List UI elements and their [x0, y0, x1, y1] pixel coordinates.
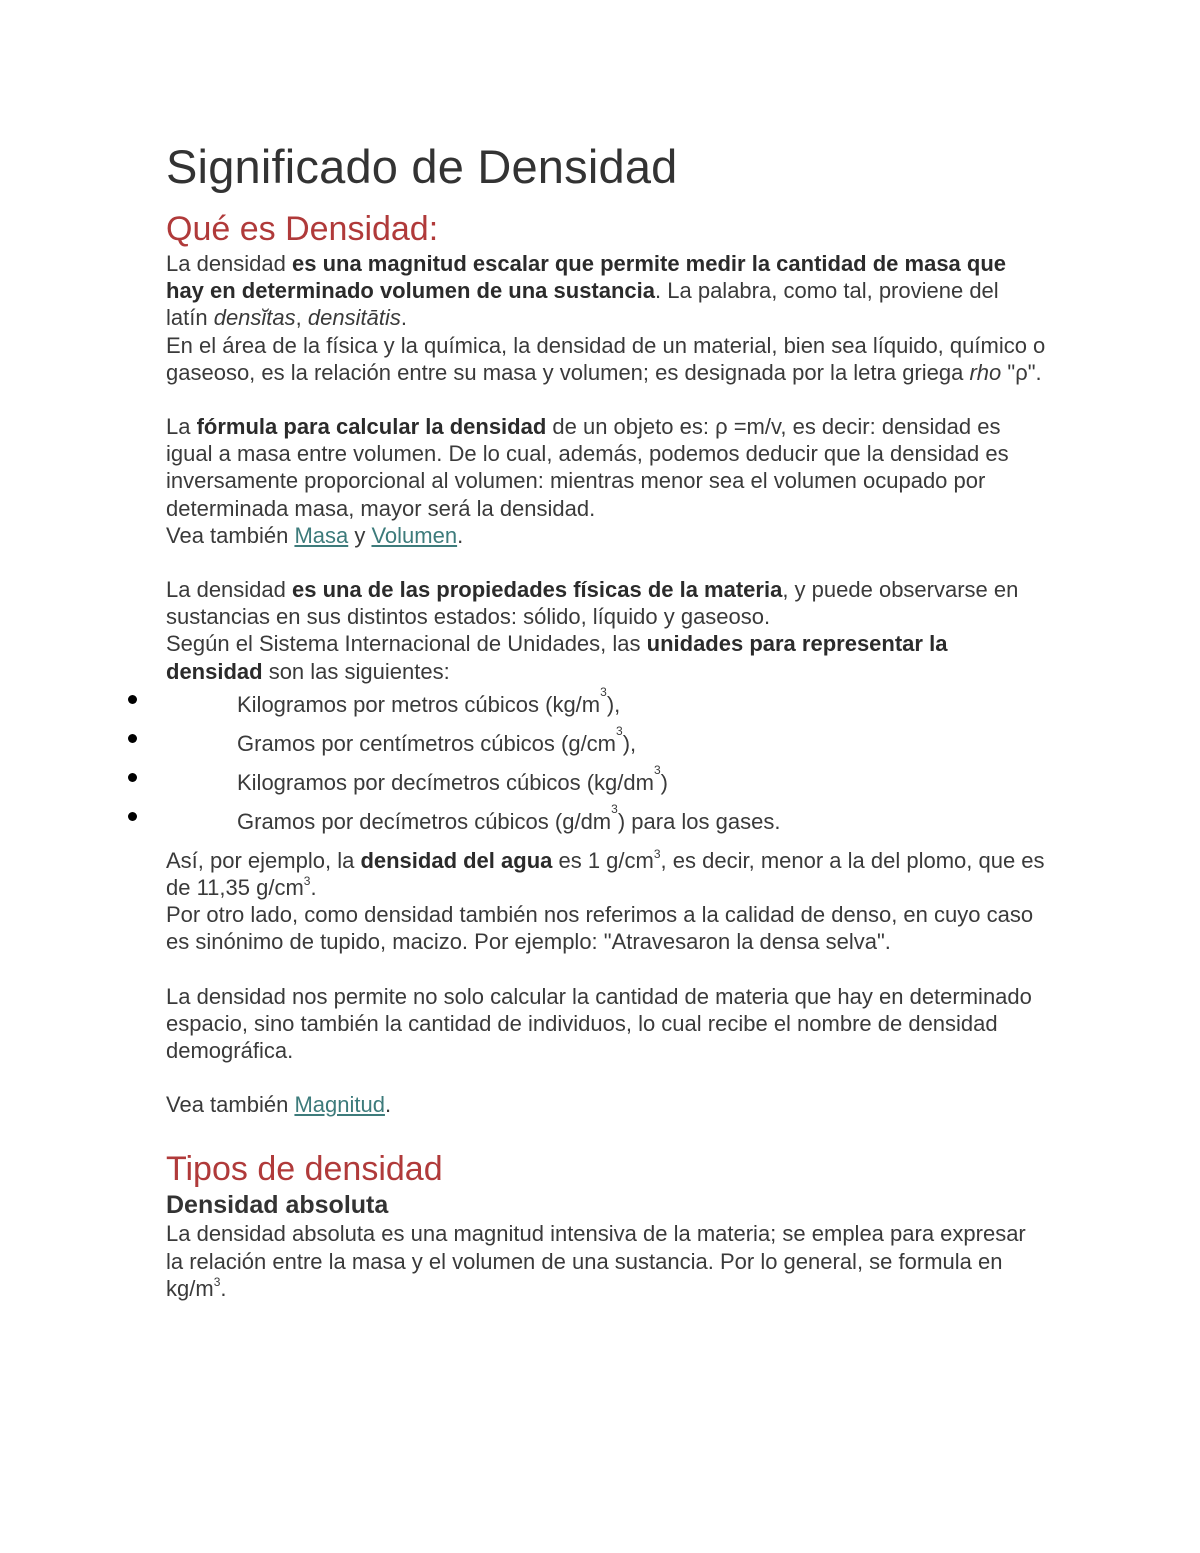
paragraph-units-intro: Según el Sistema Internacional de Unidades, las unidades para representar la densidad son las siguientes:	[166, 631, 948, 684]
paragraph-demographic: La densidad nos permite no solo calcular la cantidad de materia que hay en determinado espacio, sino también la cantidad de individuos, lo cual recibe el nombre de densidad demográfica.	[166, 983, 1032, 1064]
bold-units: unidades para representar la densidad	[166, 631, 948, 684]
section-heading-tipos: Tipos de densidad	[166, 1150, 443, 1189]
bold-formula: fórmula para calcular la densidad	[196, 414, 547, 440]
subheading-absoluta: Densidad absoluta	[166, 1191, 389, 1220]
link-magnitud[interactable]: Magnitud	[294, 1092, 385, 1118]
paragraph-physics: En el área de la física y la química, la densidad de un material, bien sea líquido, químico o gaseoso, es la relación entre su masa y volumen; es designada por la letra griega rho "ρ".	[166, 332, 1046, 385]
paragraph-formula: La fórmula para calcular la densidad de un objeto es: ρ =m/v, es decir: densidad es igual a masa entre volumen. De lo cual, además, podemos deducir que la densidad es inversamente proporcional al volumen: mientras menor sea el volumen ocupado por determinada masa, mayor será la densidad.	[166, 414, 1009, 521]
bold-properties: es una de las propiedades físicas de la materia	[292, 577, 783, 603]
page-title: Significado de Densidad	[166, 140, 678, 193]
see-also-masa-volumen: Vea también Masa y Volumen.	[166, 522, 464, 548]
paragraph-properties: La densidad es una de las propiedades físicas de la materia, y puede observarse en sustancias en sus distintos estados: sólido, líquido y gaseoso.	[166, 577, 1019, 630]
bullet-icon	[128, 773, 137, 782]
rho-term: rho	[969, 359, 1002, 385]
units-list	[166, 685, 1046, 841]
list-item: Gramos por centímetros cúbicos $(g/cm^3)$,	[166, 724, 1046, 763]
see-also-magnitud: Vea también Magnitud.	[166, 1092, 392, 1118]
list-item: Gramos por decímetros cúbicos $(g/dm^3)$ para los gases.	[166, 802, 1046, 841]
paragraph-definition: La densidad es una magnitud escalar que permite medir la cantidad de masa que hay en determinado volumen de una sustancia. La palabra, como tal, proviene del latín densĭtas, densitātis.	[166, 251, 1007, 331]
bold-definition: es una magnitud escalar que permite medir la cantidad de masa que hay en determinado volumen de una sustancia	[166, 251, 1007, 304]
paragraph-water-example: Así, por ejemplo, la densidad del agua es 1 $g/cm^3$, es decir, menor a la del plomo, que es de 11,35 $g/cm^3$.	[166, 846, 1045, 901]
bold-water-density: densidad del agua	[360, 847, 553, 873]
bullet-icon	[128, 812, 137, 821]
bullet-icon	[128, 734, 137, 743]
latin-term-1: densĭtas	[213, 305, 296, 331]
section-heading-que-es: Qué es Densidad:	[166, 210, 439, 248]
list-item: Kilogramos por metros cúbicos $(kg/m^3)$,	[166, 685, 1046, 724]
document-page	[166, 138, 1046, 1302]
list-item: Kilogramos por decímetros cúbicos $(kg/dm^3)$	[166, 763, 1046, 802]
link-volumen[interactable]: Volumen	[371, 522, 458, 548]
paragraph-dense-meaning: Por otro lado, como densidad también nos referimos a la calidad de denso, en cuyo caso es sinónimo de tupido, macizo. Por ejemplo: "Atravesaron la densa selva".	[166, 902, 1034, 955]
bullet-icon	[128, 695, 137, 704]
latin-term-2: densitātis	[307, 305, 401, 331]
paragraph-absolute-density: La densidad absoluta es una magnitud intensiva de la materia; se emplea para expresar la relación entre la masa y el volumen de una sustancia. Por lo general, se formula en $kg/m^3$.	[166, 1221, 1026, 1301]
link-masa[interactable]: Masa	[294, 522, 349, 548]
